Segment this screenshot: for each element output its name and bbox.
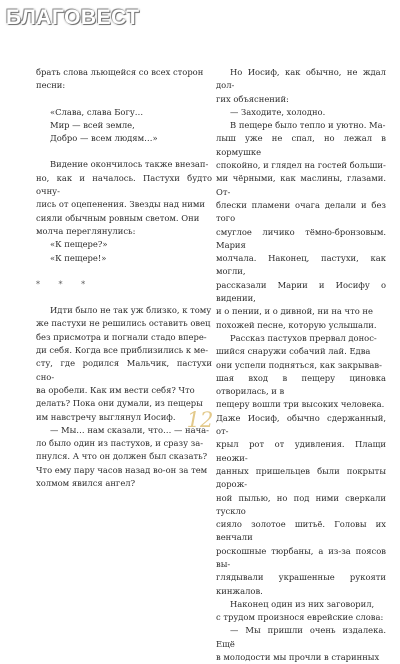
right-column (216, 66, 386, 664)
text-line: глядывали украшенные рукояти кинжалов. (216, 572, 386, 596)
text-line: роскошные тюрбаны, а из-за поясов вы- (216, 545, 386, 569)
text-line: лыш уже не спал, но лежал в кормушке (216, 133, 386, 157)
text-line: смуглое личико тёмно-бронзовым. Мария (216, 226, 386, 250)
text-line: с трудом произнося еврейские слова: (216, 612, 384, 623)
text-line: и о пении, и о дивной, ни на что не (216, 306, 373, 317)
text-line: Что ему пару часов назад во-он за тем (36, 464, 208, 475)
text-line: крыл рот от удивления. Плащи неожи- (216, 439, 386, 463)
text-line: Видение окончилось также внезап- (50, 159, 209, 170)
text-line: молча переглянулись: (36, 225, 136, 236)
watermark-logo: БЛАГОВЕСТ (6, 6, 140, 29)
text-line: блески пламени очага делали и без того (216, 199, 386, 224)
text-line: ло было один из пастухов, и сразу за- (36, 438, 204, 449)
spacer (36, 291, 212, 304)
section-divider: * * * (36, 279, 94, 289)
text-line: молчала. Наконец, пастухи, как могли, (216, 253, 386, 277)
text-line: песни: (36, 80, 66, 91)
text-line: Мир — всей земле, (50, 119, 135, 130)
text-line: рассказали Марии и Иосифу о видении, (216, 279, 386, 304)
text-line: «К пещере?» (50, 239, 108, 250)
text-line: пнулся. А что он должен был сказать? (36, 451, 208, 462)
text-line: сту, где родился Мальчик, пастухи сно- (36, 358, 212, 382)
text-line: лись от оцепенения. Звезды над ними (36, 199, 205, 210)
text-line: брать слова льющейся со всех сторон (36, 67, 204, 77)
spacer (36, 145, 212, 158)
text-line: им навстречу выглянул Иосиф. (36, 411, 176, 422)
text-line: В пещере было тепло и уютно. Ма- (230, 120, 386, 131)
text-line: Рассказ пастухов прервал донос- (230, 332, 377, 343)
text-line: ной пылью, но под ними сверкали тускло (216, 492, 386, 516)
spacer (36, 93, 212, 106)
text-line: ми чёрными, как маслины, глазами. От- (216, 173, 386, 197)
text-line: в молодости мы прочли в старинных (216, 652, 380, 663)
text-line: спокойно, и глядел на гостей больши- (216, 160, 386, 171)
text-line: — Заходите, холодно. (230, 106, 326, 117)
text-line: делать? Пока они думали, из пещеры (36, 398, 203, 409)
text-line: похожей песне, которую услышали. (216, 319, 377, 330)
text-line: Идти было не так уж близко, к тому (50, 305, 212, 316)
text-line: «Слава, слава Богу… (50, 106, 144, 117)
text-line: сияли обычным ровным светом. Они (36, 212, 200, 223)
text-line: сияло золотое шитьё. Головы их венчали (216, 519, 386, 543)
text-line: Добро — всем людям…» (50, 133, 158, 144)
text-line: шая вход в пещеру циновка отворилась, и в (216, 372, 386, 397)
text-line: они успели подняться, как закрывав- (216, 359, 382, 370)
page-number: 12 (186, 408, 214, 432)
text-line: данных пришельцев были покрыты дорож- (216, 465, 386, 490)
text-line: холмом явился ангел? (36, 478, 136, 489)
text-line: гих объяснений: (216, 93, 289, 104)
text-line: Наконец один из них заговорил, (230, 598, 375, 609)
text-line: Даже Иосиф, обычно сдержанный, от- (216, 412, 386, 437)
text-line: — Мы… нам сказали, что… — нача- (50, 424, 209, 435)
text-line: ди себя. Когда все приблизились к ме- (36, 345, 209, 356)
text-line: же пастухи не решились оставить овец (36, 318, 211, 329)
spacer (36, 265, 212, 278)
text-line: шийся снаружи собачий лай. Едва (216, 346, 371, 357)
text-line: но, как и началось. Пастухи будто очну- (36, 172, 212, 197)
text-line: ва оробели. Как им вести себя? Что (36, 384, 195, 395)
text-line: — Мы пришли очень издалека. Ещё (216, 625, 386, 649)
text-line: Но Иосиф, как обычно, не ждал дол- (216, 67, 386, 91)
text-line: пещеру вошли три высоких человека. (216, 399, 385, 410)
text-line: без присмотра и погнали стадо впере- (36, 331, 207, 342)
text-line: «К пещере!» (50, 252, 107, 263)
